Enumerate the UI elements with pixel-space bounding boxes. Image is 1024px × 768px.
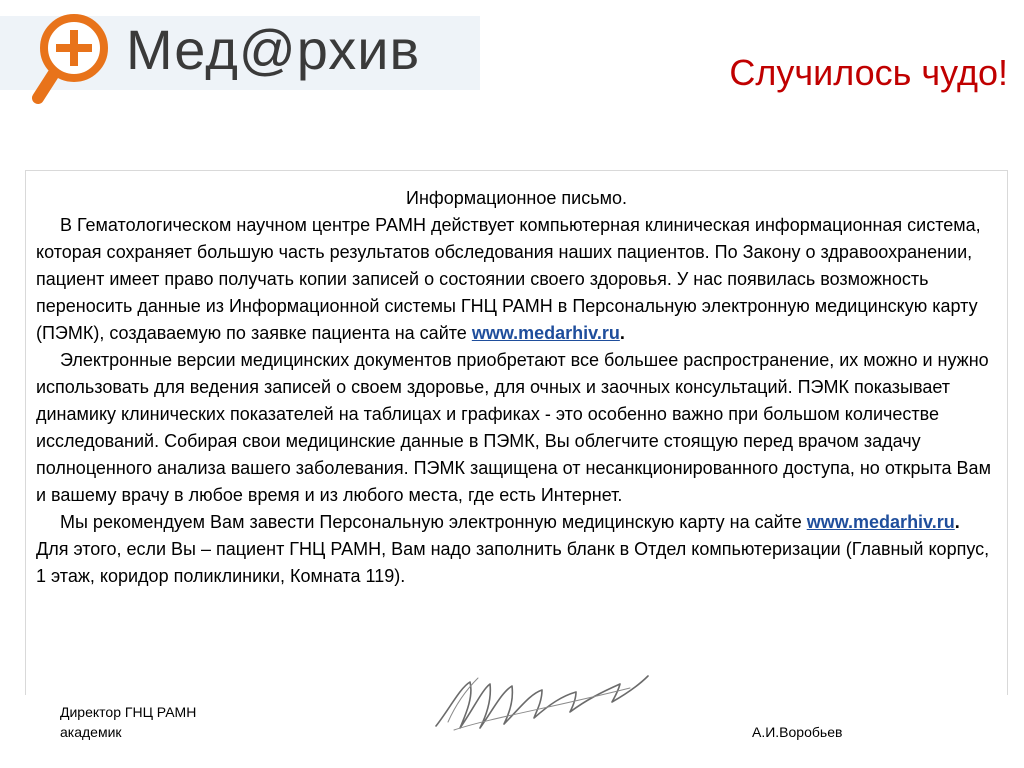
- signatory-title: Директор ГНЦ РАМН: [60, 704, 197, 720]
- paragraph-3-end: Для этого, если Вы – пациент ГНЦ РАМН, Вам надо заполнить бланк в Отдел компьютеризации (Главный корпус, 1 этаж, коридор поликлиники, Комната 119).: [36, 539, 990, 586]
- info-letter: [25, 170, 1008, 695]
- letter-paragraph-1: [36, 212, 997, 347]
- letter-paragraph-3: [36, 509, 997, 590]
- signatory-name: А.И.Воробьев: [752, 724, 843, 740]
- paragraph-1-text: В Гематологическом научном центре РАМН действует компьютерная клиническая информационная система, которая сохраняет большую часть результатов обследования наших пациентов. По Закону о здравоохранении, пациент имеет право получать копии записей о состоянии своего здоровья. У нас появилась возможность переносить данные из Информационной системы ГНЦ РАМН в Персональную электронную медицинскую карту (ПЭМК), создаваемую по заявке пациента на сайте: [36, 215, 981, 343]
- paragraph-3-text: Мы рекомендуем Вам завести Персональную электронную медицинскую карту на сайте: [60, 512, 807, 532]
- logo-text: Мед@рхив: [126, 18, 421, 81]
- medarhiv-link[interactable]: www.medarhiv.ru: [471, 323, 620, 343]
- paragraph-3-dot: .: [954, 512, 960, 532]
- medarhiv-link-2[interactable]: www.medarhiv.ru: [806, 512, 955, 532]
- signatory-position: [60, 702, 196, 742]
- slogan-heading: Случилось чудо!: [729, 52, 1008, 93]
- letter-paragraph-2: Электронные версии медицинских документов приобретают все большее распространение, их можно и нужно использовать для ведения записей о своем здоровье, для очных и заочных консультаций. ПЭМК показывает динамику клинических показателей на таблицах и графиках - это особенно важно при большом количестве исследований. Собирая свои медицинские данные в ПЭМК, Вы облегчите стоящую перед врачом задачу полноценного анализа вашего заболевания. ПЭМК защищена от несанкционированного доступа, но открыта Вам и вашему врачу в любое время и из любого места, где есть Интернет.: [36, 350, 991, 505]
- handwritten-signature-icon: [430, 668, 652, 734]
- signatory-rank: академик: [60, 724, 122, 740]
- letter-title: Информационное письмо.: [406, 188, 627, 208]
- paragraph-1-end: .: [619, 323, 625, 343]
- medarhiv-logo-icon: [30, 10, 114, 106]
